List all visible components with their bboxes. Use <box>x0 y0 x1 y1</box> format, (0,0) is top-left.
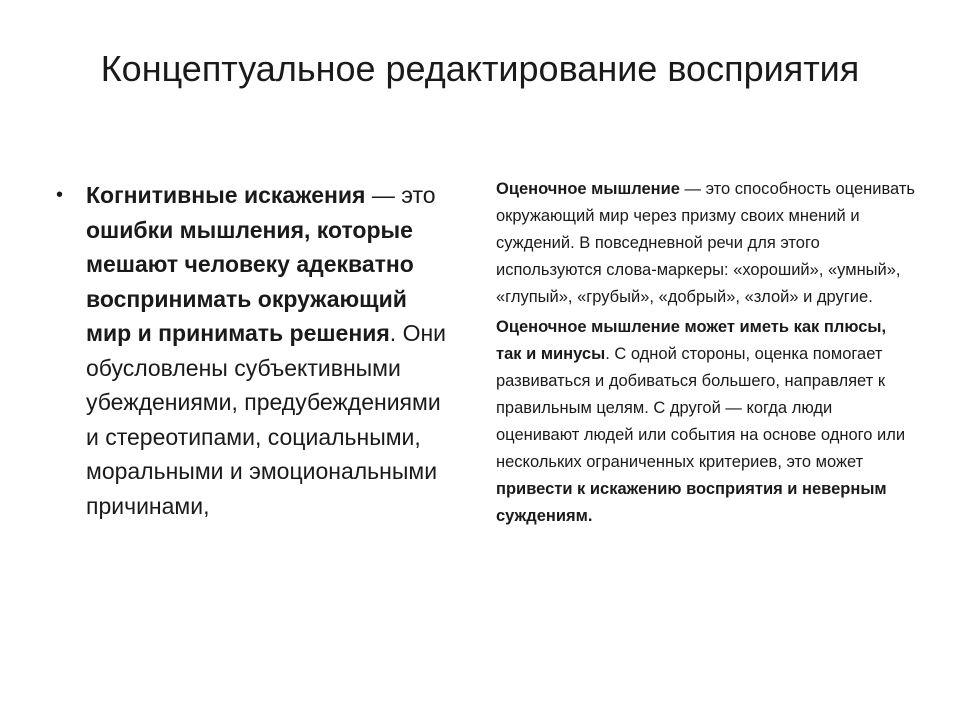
right-column <box>496 176 916 533</box>
paragraph-evaluative-definition <box>496 176 916 311</box>
term-cognitive-distortions: Когнитивные искажения <box>86 182 366 208</box>
causes-text: . Они обусловлены субъективными убеждениями, предубеждениями и стереотипами, социальными, моральными и эмоциональными причинами, <box>86 320 447 519</box>
distortion-conclusion: привести к искажению восприятия и неверным суждениям. <box>496 480 887 525</box>
term-evaluative-thinking: Оценочное мышление <box>496 180 680 198</box>
bullet-item <box>56 178 456 523</box>
left-column <box>56 178 456 523</box>
definition-text: ошибки мышления, которые мешают человеку адекватно воспринимать окружающий мир и принимать решения <box>86 216 414 346</box>
bullet-text <box>86 178 456 523</box>
dash-text: — это <box>365 182 436 208</box>
bullet-icon: • <box>56 184 64 206</box>
evaluative-definition-text: — это способность оценивать окружающий мир через призму своих мнений и суждений. В повседневной речи для этого используются слова-маркеры: «хороший», «умный», «глупый», «грубый», «добрый», «злой» и другие. <box>496 180 916 306</box>
paragraph-pros-cons <box>496 314 916 530</box>
pros-cons-text: . С одной стороны, оценка помогает развиваться и добиваться большего, направляет к правильным целям. С другой — когда люди оценивают людей или события на основе одного или нескольких ограниченных критериев, это может <box>496 345 906 471</box>
slide-title: Концептуальное редактирование восприятия <box>100 48 860 89</box>
pros-cons-heading: Оценочное мышление может иметь как плюсы, так и минусы <box>496 318 887 363</box>
